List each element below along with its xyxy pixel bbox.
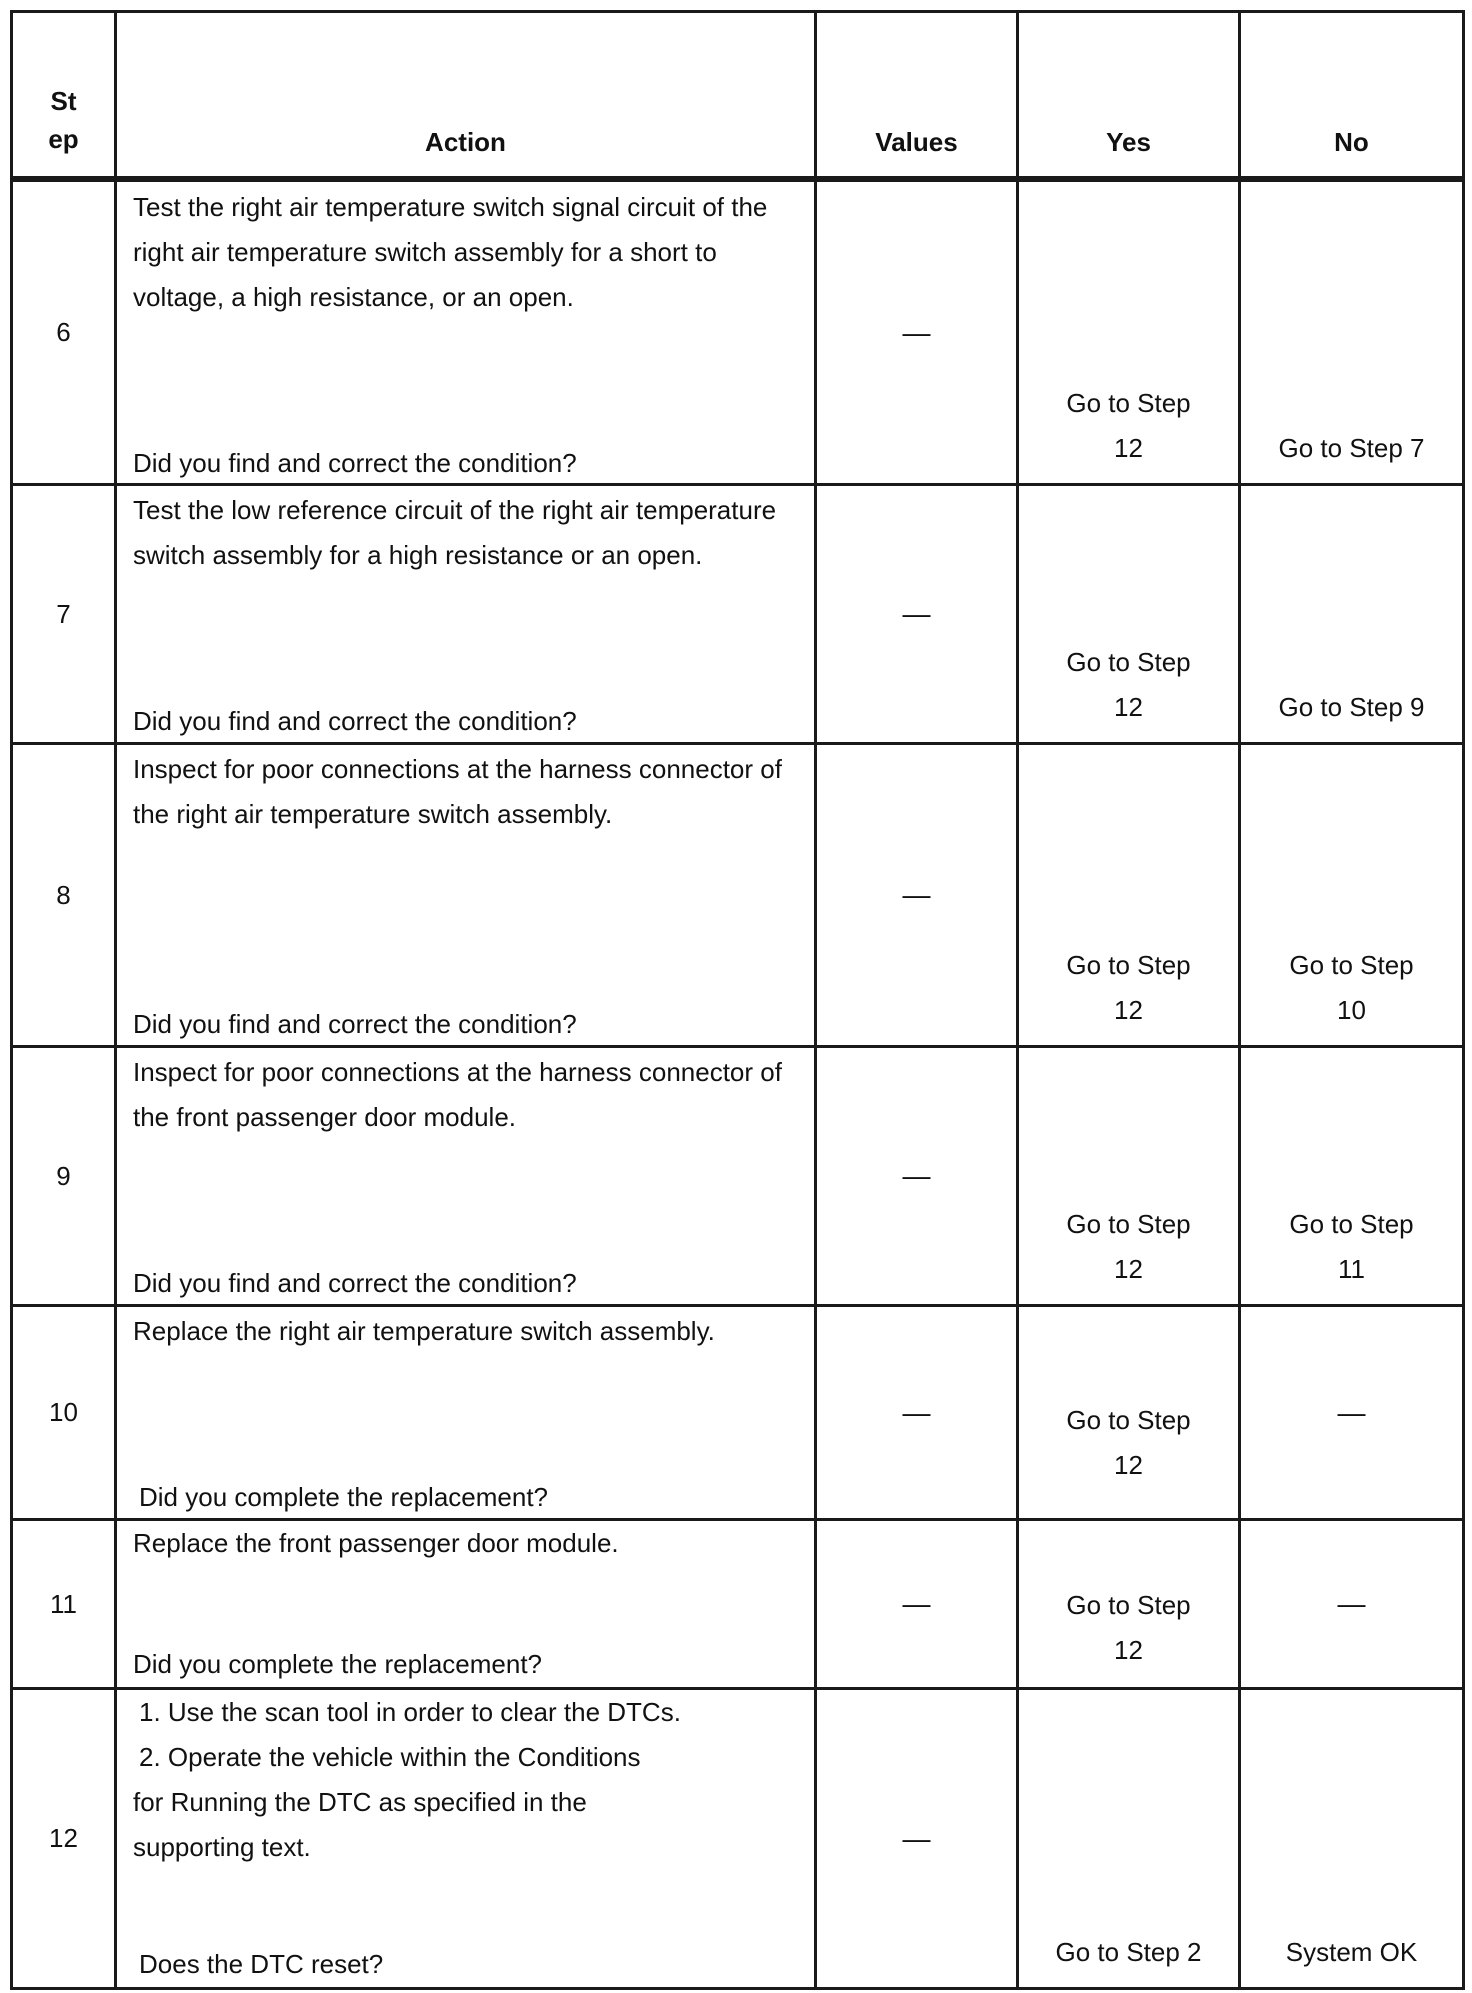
action-text: Inspect for poor connections at the harness connector of the right air temperature switch assembly. (133, 754, 782, 829)
no-text: Go to Step 10 (1289, 950, 1414, 1025)
header-step: St ep (12, 12, 116, 180)
yes-cell (1018, 1047, 1240, 1306)
action-cell (116, 744, 816, 1047)
table-row (12, 1306, 1464, 1520)
step-number: 12 (12, 1689, 116, 1989)
yes-text: Go to Step 12 (1066, 1405, 1191, 1480)
action-question: Did you find and correct the condition? (133, 706, 577, 736)
table-row (12, 179, 1464, 485)
yes-cell: Go to Step 2 (1018, 1689, 1240, 1989)
list-item: 2. Operate the vehicle within the Conditions (139, 1742, 641, 1772)
action-cell (116, 1306, 816, 1520)
action-question: Did you find and correct the condition? (133, 448, 577, 478)
no-cell: Go to Step 9 (1240, 485, 1464, 744)
action-text: Replace the front passenger door module. (133, 1528, 619, 1558)
list-item: 1. Use the scan tool in order to clear the DTCs. (139, 1697, 681, 1727)
action-text: Replace the right air temperature switch assembly. (133, 1316, 715, 1346)
yes-text: Go to Step 12 (1066, 1590, 1191, 1665)
yes-text: Go to Step 12 (1066, 950, 1191, 1025)
action-cell (116, 179, 816, 485)
action-steps-list (133, 1690, 798, 1870)
header-yes: Yes (1018, 12, 1240, 180)
action-cell (116, 1047, 816, 1306)
header-values: Values (816, 12, 1018, 180)
action-text: Test the low reference circuit of the right air temperature switch assembly for a high resistance or an open. (133, 495, 777, 570)
values-cell: — (816, 1689, 1018, 1989)
values-cell: — (816, 1520, 1018, 1689)
yes-cell (1018, 179, 1240, 485)
action-text: Test the right air temperature switch signal circuit of the right air temperature switch assembly for a short to voltage, a high resistance, or an open. (133, 192, 768, 312)
step-number: 10 (12, 1306, 116, 1520)
step-number: 11 (12, 1520, 116, 1689)
values-cell: — (816, 485, 1018, 744)
values-cell: — (816, 744, 1018, 1047)
values-cell: — (816, 1306, 1018, 1520)
table-row (12, 485, 1464, 744)
yes-cell (1018, 744, 1240, 1047)
table-row (12, 1047, 1464, 1306)
no-cell (1240, 744, 1464, 1047)
no-cell: System OK (1240, 1689, 1464, 1989)
action-cell (116, 1520, 816, 1689)
no-cell (1240, 1047, 1464, 1306)
yes-text: Go to Step 12 (1066, 647, 1191, 722)
diagnostic-table (10, 10, 1465, 1990)
header-no: No (1240, 12, 1464, 180)
yes-text: Go to Step 12 (1066, 1209, 1191, 1284)
yes-cell (1018, 485, 1240, 744)
list-item: supporting text. (133, 1832, 311, 1862)
step-number: 6 (12, 179, 116, 485)
no-text: Go to Step 11 (1289, 1209, 1414, 1284)
table-row (12, 1520, 1464, 1689)
header-action: Action (116, 12, 816, 180)
step-number: 9 (12, 1047, 116, 1306)
step-number: 8 (12, 744, 116, 1047)
action-question: Did you complete the replacement? (139, 1482, 549, 1512)
list-item: for Running the DTC as specified in the (133, 1787, 587, 1817)
values-cell: — (816, 179, 1018, 485)
table-row (12, 1689, 1464, 1989)
yes-text: Go to Step 12 (1066, 388, 1191, 463)
step-number: 7 (12, 485, 116, 744)
yes-cell (1018, 1306, 1240, 1520)
values-cell: — (816, 1047, 1018, 1306)
table-row (12, 744, 1464, 1047)
action-cell (116, 485, 816, 744)
no-cell: Go to Step 7 (1240, 179, 1464, 485)
action-text: Inspect for poor connections at the harness connector of the front passenger door module. (133, 1057, 782, 1132)
action-cell (116, 1689, 816, 1989)
action-question: Did you complete the replacement? (133, 1649, 543, 1679)
yes-cell (1018, 1520, 1240, 1689)
no-cell: — (1240, 1520, 1464, 1689)
no-cell: — (1240, 1306, 1464, 1520)
action-question: Does the DTC reset? (139, 1949, 384, 1979)
table-header-row (12, 12, 1464, 180)
action-question: Did you find and correct the condition? (133, 1009, 577, 1039)
action-question: Did you find and correct the condition? (133, 1268, 577, 1298)
